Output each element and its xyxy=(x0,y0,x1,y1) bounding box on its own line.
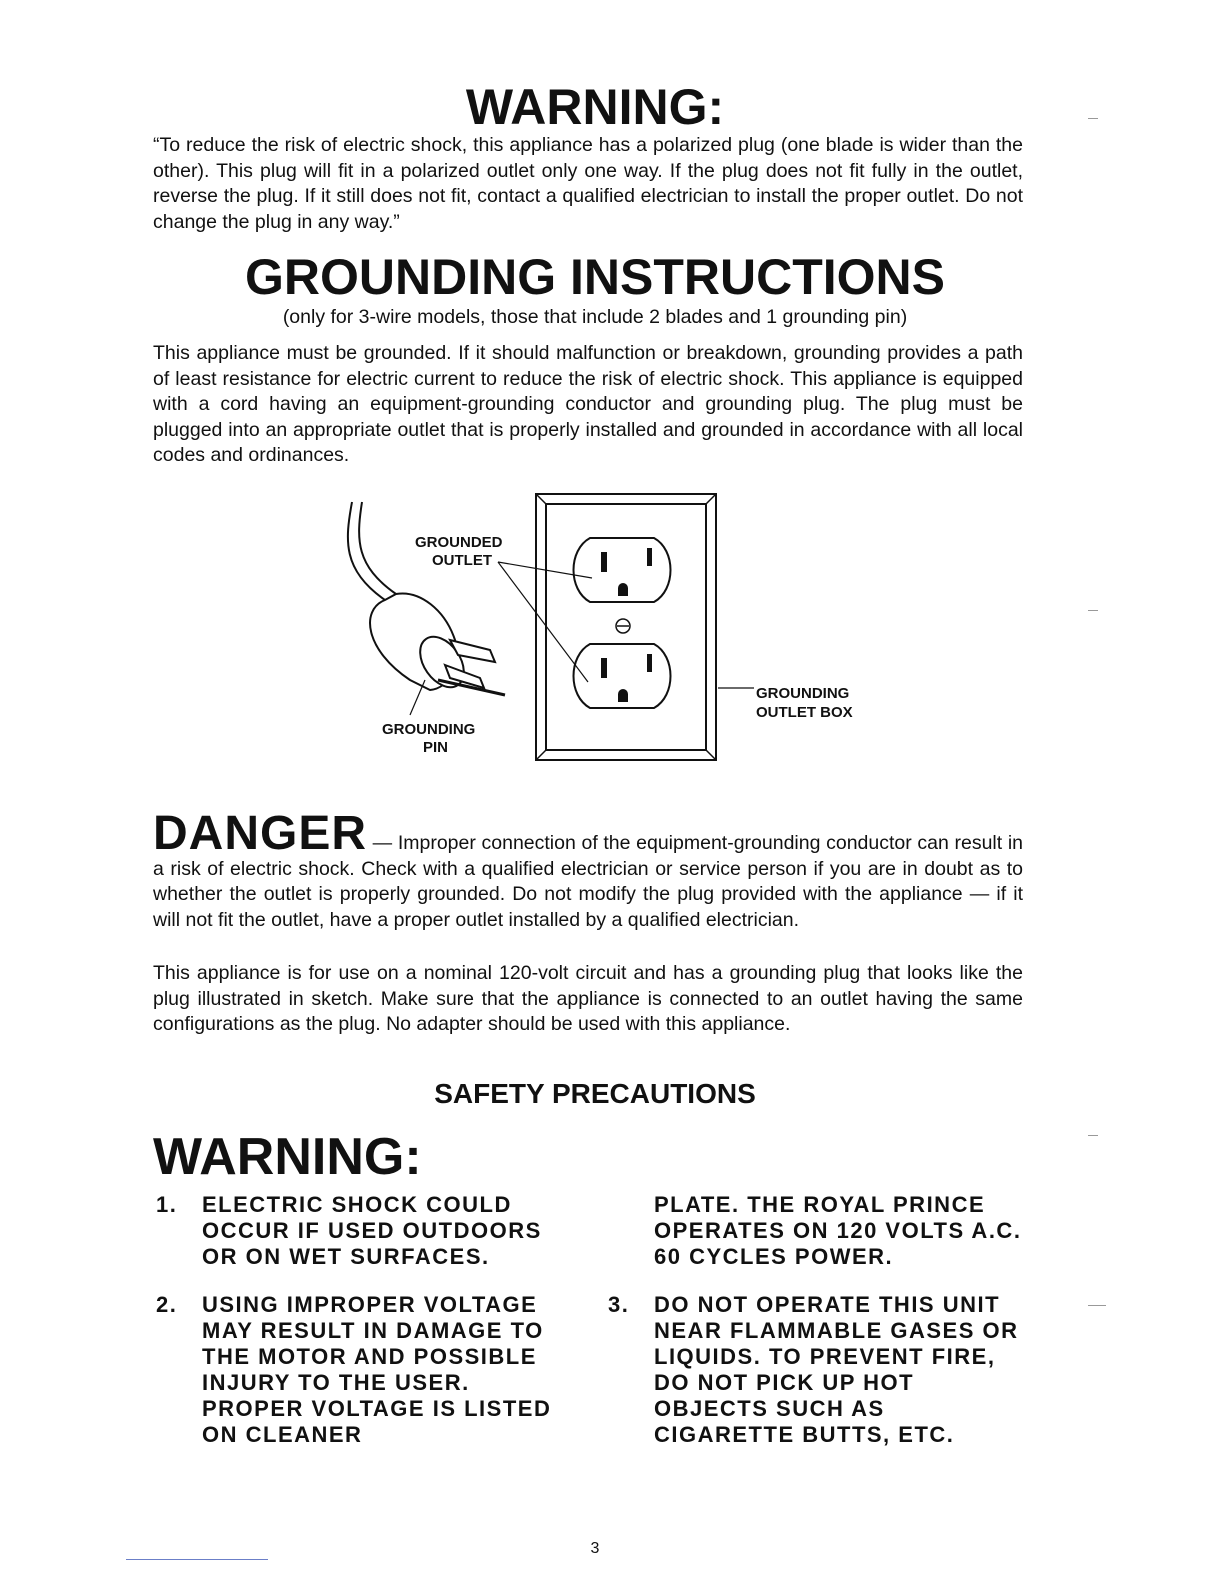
danger-word: DANGER xyxy=(153,807,368,860)
grounded-outlet-diagram xyxy=(330,490,890,770)
scan-edge-mark xyxy=(1088,610,1098,611)
list-item-text: DO NOT OPERATE THIS UNIT NEAR FLAMMABLE GASES OR LIQUIDS. TO PREVENT FIRE, DO NOT PICK UP HOT OBJECTS SUCH AS CIGARETTE BUTTS, ETC. xyxy=(654,1292,1019,1447)
danger-text: — Improper connection of the equipment-grounding conductor can result in a risk of electric shock. Check with a qualified electrician or service person if you are in doubt as to whether the outlet is properly grounded. Do not modify the plug provided with the appliance — if it will not fit the outlet, have a proper outlet installed by a qualified electrician. xyxy=(153,832,1023,931)
scan-edge-mark xyxy=(1088,1305,1106,1306)
list-item-number: 1. xyxy=(156,1192,178,1217)
voltage-paragraph: This appliance is for use on a nominal 120-volt circuit and has a grounding plug that looks like the plug illustrated in sketch. Make sure that the appliance is connected to an outlet having the same configurations as the plug. No adapter should be used with this appliance. xyxy=(153,962,1023,1035)
list-item xyxy=(156,1192,568,1270)
label-grounding-pin-line2: PIN xyxy=(423,739,449,756)
list-item-text: ELECTRIC SHOCK COULD OCCUR IF USED OUTDOORS OR ON WET SURFACES. xyxy=(202,1192,542,1269)
cord-line xyxy=(348,502,385,600)
safety-precautions-heading: SAFETY PRECAUTIONS xyxy=(434,1078,756,1109)
list-item-text: PLATE. THE ROYAL PRINCE OPERATES ON 120 VOLTS A.C. 60 CYCLES POWER. xyxy=(654,1192,1022,1269)
bottom-rule xyxy=(126,1559,268,1560)
list-item xyxy=(608,1292,1028,1448)
safety-warning-heading: WARNING: xyxy=(153,1128,422,1186)
danger-paragraph xyxy=(153,807,1023,933)
list-item-text: USING IMPROPER VOLTAGE MAY RESULT IN DAMAGE TO THE MOTOR AND POSSIBLE INJURY TO THE USER. PROPER VOLTAGE IS LISTED ON CLEANER xyxy=(202,1292,552,1447)
safety-list-left xyxy=(156,1192,568,1470)
warning-heading: WARNING: xyxy=(465,79,725,135)
scan-edge-mark xyxy=(1088,1135,1098,1136)
leader-line xyxy=(410,680,425,715)
page-number: 3 xyxy=(590,1540,600,1557)
grounding-subheading: (only for 3-wire models, those that include 2 blades and 1 grounding pin) xyxy=(282,306,908,328)
grounding-instructions-heading: GROUNDING INSTRUCTIONS xyxy=(245,249,945,305)
label-grounded-outlet-line2: OUTLET xyxy=(432,552,492,569)
label-grounding-pin-line1: GROUNDING xyxy=(382,721,476,738)
list-item-number: 2. xyxy=(156,1292,178,1317)
list-item xyxy=(156,1292,568,1448)
label-grounded-outlet-line1: GROUNDED xyxy=(415,534,503,551)
cord-line xyxy=(359,502,396,594)
safety-list-right xyxy=(608,1192,1028,1470)
label-outlet-box-line1: GROUNDING xyxy=(756,685,850,702)
list-item-number: 3. xyxy=(608,1292,630,1317)
grounding-text: This appliance must be grounded. If it should malfunction or breakdown, grounding provides a path of least resistance for electric current to reduce the risk of electric shock. This appliance is equipped with a cord having an equipment-grounding conductor and grounding plug. The plug must be plugged into an appropriate outlet that is properly installed and grounded in accordance with all local codes and ordinances. xyxy=(153,342,1023,466)
list-item-continued xyxy=(608,1192,1028,1270)
scan-edge-mark xyxy=(1088,118,1098,119)
polarized-plug-warning-text: “To reduce the risk of electric shock, this appliance has a polarized plug (one blade is wider than the other). This plug will fit in a polarized outlet only one way. If the plug does not fit fully in the outlet, reverse the plug. If it still does not fit, contact a qualified electrician to install the proper outlet. Do not change the plug in any way.” xyxy=(153,134,1023,233)
label-outlet-box-line2: OUTLET BOX xyxy=(756,704,853,721)
